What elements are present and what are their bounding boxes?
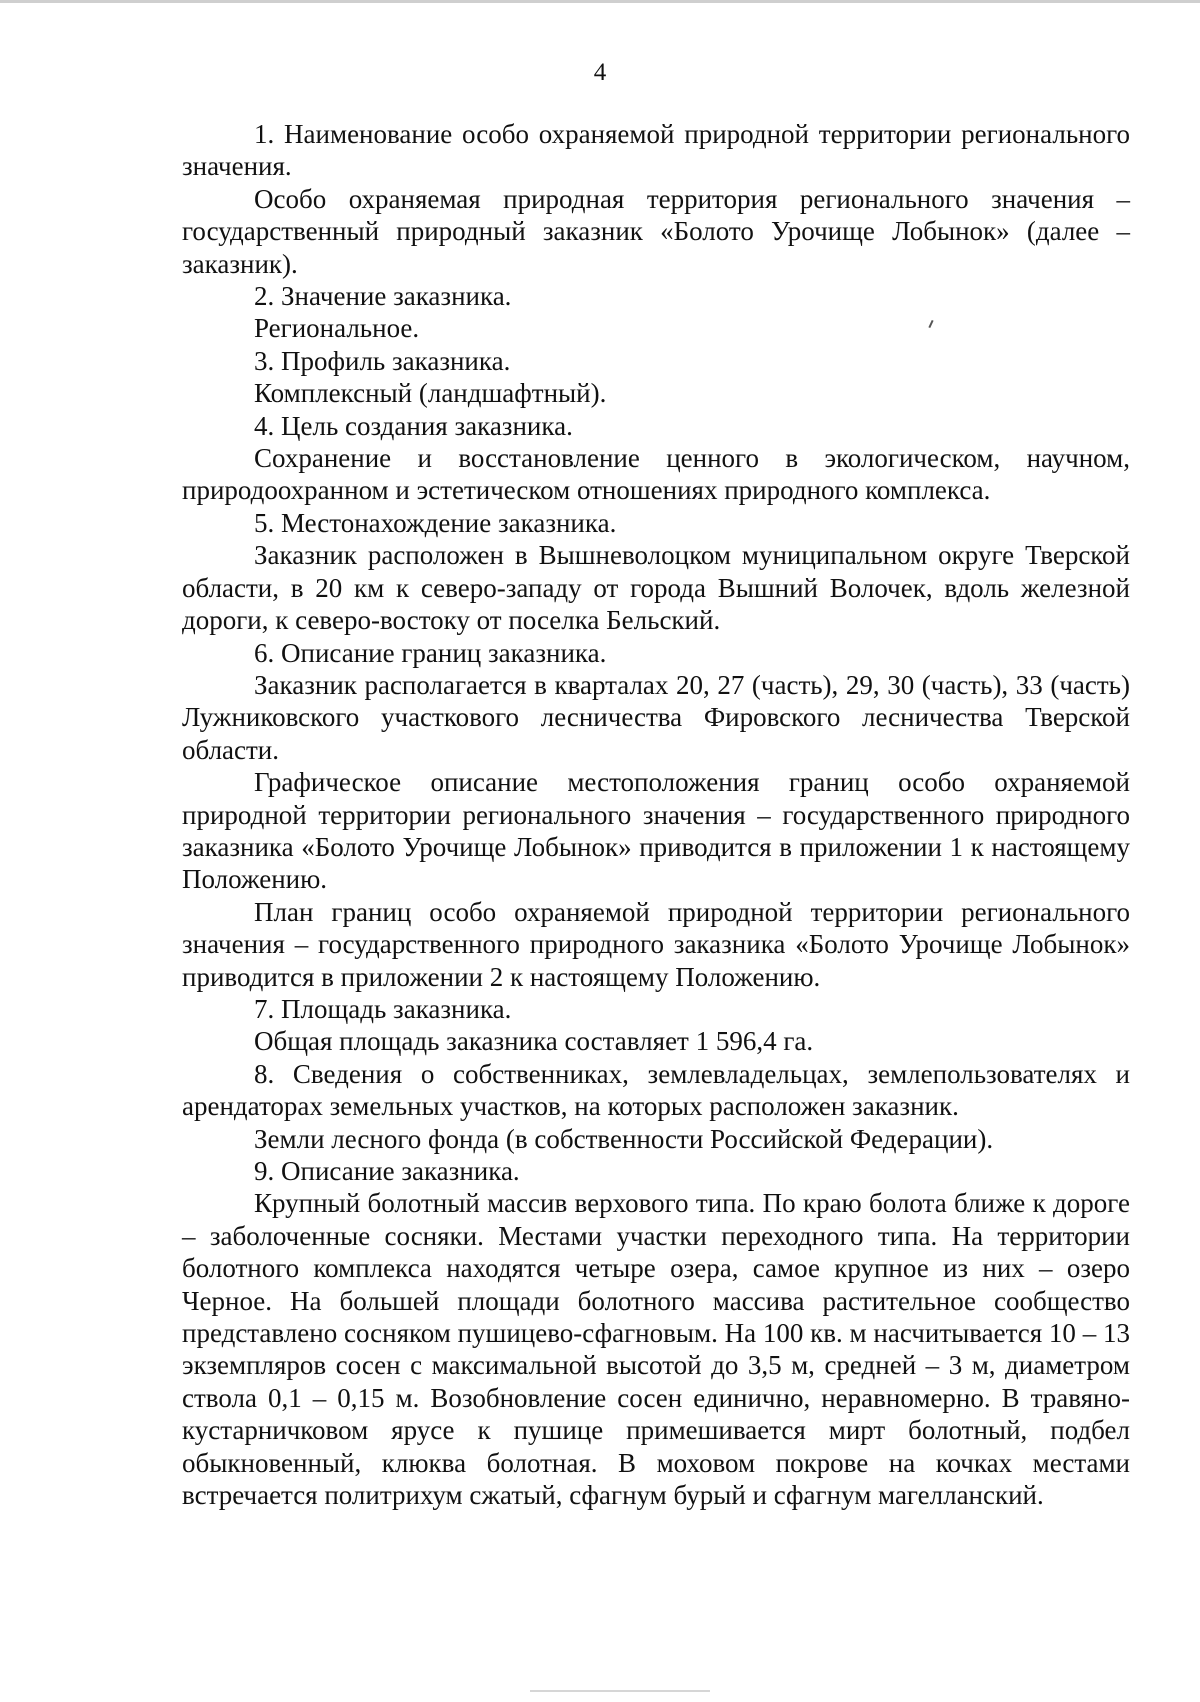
section-1-body: Особо охраняемая природная территория регионального значения – государственный природный заказник «Болото Урочище Лобынок» (далее – заказник).: [182, 183, 1130, 279]
scan-bottom-edge: [530, 1690, 710, 1692]
page-number: 4: [593, 59, 607, 86]
section-7-body: Общая площадь заказника составляет 1 596,4 га.: [254, 1026, 814, 1057]
section-6-body-graphic-description: Графическое описание местоположения границ особо охраняемой природной территории регионального значения – государственного природного заказника «Болото Урочище Лобынок» приводится в приложении 1 к настоящему Положению.: [182, 767, 1130, 895]
section-3-heading: 3. Профиль заказника.: [254, 345, 511, 376]
section-7-heading: 7. Площадь заказника.: [254, 993, 512, 1024]
section-6-heading: 6. Описание границ заказника.: [254, 637, 607, 668]
section-8-body: Земли лесного фонда (в собственности Российской Федерации).: [254, 1123, 994, 1154]
document-body: [182, 118, 1130, 1511]
section-9-heading: 9. Описание заказника.: [254, 1156, 520, 1186]
section-2-heading: 2. Значение заказника.: [254, 281, 512, 312]
section-3-body: Комплексный (ландшафтный).: [254, 378, 607, 409]
section-6-body-quarters: Заказник располагается в кварталах 20, 27 (часть), 29, 30 (часть), 33 (часть) Лужниковского участкового лесничества Фировского лесничества Тверской области.: [182, 669, 1130, 765]
section-8-heading: 8. Сведения о собственниках, землевладельцах, землепользователях и арендаторах земельных участков, на которых расположен заказник.: [182, 1058, 1130, 1122]
section-4-body: Сохранение и восстановление ценного в экологическом, научном, природоохранном и эстетическом отношениях природного комплекса.: [182, 443, 1130, 506]
section-5-body: Заказник расположен в Вышневолоцком муниципальном округе Тверской области, в 20 км к северо-западу от города Вышний Волочек, вдоль железной дороги, к северо-востоку от поселка Бельский.: [182, 540, 1130, 636]
section-5-heading: 5. Местонахождение заказника.: [254, 507, 617, 538]
section-9-body: Крупный болотный массив верхового типа. По краю болота ближе к дороге – заболоченные сосняки. Местами участки переходного типа. На территории болотного комплекса находятся четыре озера, самое крупное из них – озеро Черное. На большей площади болотного массива растительное сообщество представлено сосняком пушицево-сфагновым. На 100 кв. м насчитывается 10 – 13 экземпляров сосен с максимальной высотой до 3,5 м, средней – 3 м, диаметром ствола 0,1 – 0,15 м. Возобновление сосен единично, неравномерно. В травяно-кустарничковом ярусе к пушице примешивается мирт болотный, подбел обыкновенный, клюква болотная. В моховом покрове на кочках местами встречается политрихум сжатый, сфагнум бурый и сфагнум магелланский.: [182, 1188, 1130, 1511]
section-4-heading: 4. Цель создания заказника.: [254, 410, 573, 441]
section-6-body-boundary-plan: План границ особо охраняемой природной территории регионального значения – государственного природного заказника «Болото Урочище Лобынок» приводится в приложении 2 к настоящему Положению.: [182, 896, 1130, 992]
scan-top-edge: [0, 0, 1200, 3]
section-1-heading: 1. Наименование особо охраняемой природной территории регионального значения.: [182, 119, 1130, 182]
section-2-body: Региональное.: [254, 313, 420, 344]
